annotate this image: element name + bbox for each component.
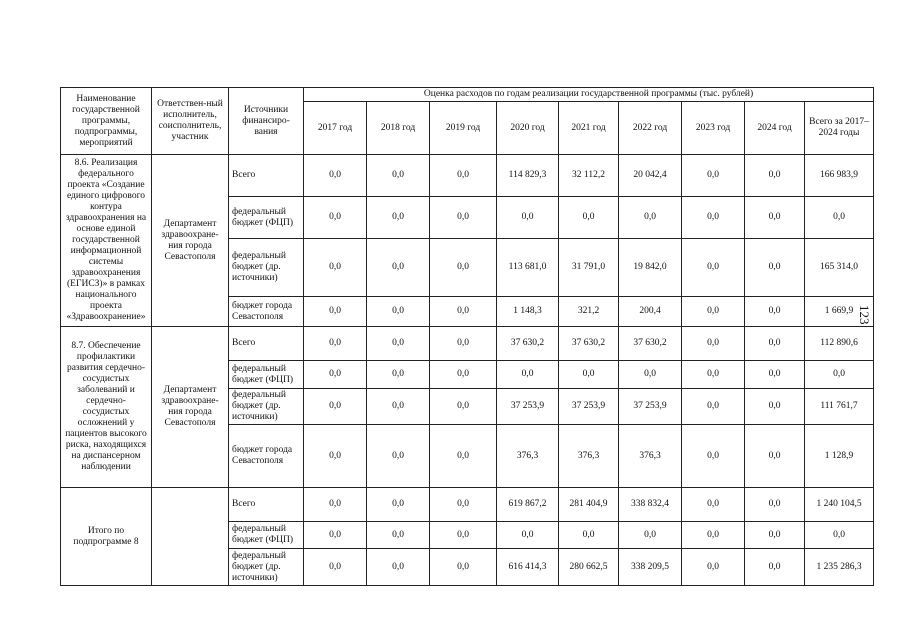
amount-cell: 0,0 (367, 197, 430, 239)
amount-cell: 0,0 (304, 155, 367, 197)
amount-cell: 0,0 (619, 197, 682, 239)
amount-cell: 0,0 (682, 297, 745, 327)
amount-cell: 0,0 (805, 361, 874, 389)
amount-cell: 166 983,9 (805, 155, 874, 197)
header-year: 2020 год (497, 102, 559, 155)
amount-cell: 112 890,6 (805, 327, 874, 361)
funding-source: бюджет города Севастополя (229, 297, 304, 327)
amount-cell: 1 669,9 (805, 297, 874, 327)
measure-name: 8.7. Обеспечение профилактики развития сердечно-сосудистых заболеваний и сердечно-сосудистых осложнений у пациентов высокого риска, находящихся на диспансерном наблюдении (61, 327, 152, 488)
amount-cell: 376,3 (619, 425, 682, 488)
amount-cell: 0,0 (367, 389, 430, 425)
amount-cell: 0,0 (304, 522, 367, 549)
header-year: 2018 год (367, 102, 430, 155)
amount-cell: 1 240 104,5 (805, 488, 874, 522)
amount-cell: 0,0 (430, 239, 497, 297)
amount-cell: 0,0 (367, 488, 430, 522)
amount-cell: 619 867,2 (497, 488, 559, 522)
amount-cell: 376,3 (497, 425, 559, 488)
amount-cell: 32 112,2 (559, 155, 619, 197)
funding-source: Всего (229, 155, 304, 197)
header-executor: Ответствен-ный исполнитель, соисполнитель, участник (152, 88, 229, 155)
amount-cell: 0,0 (682, 327, 745, 361)
header-year: 2024 год (745, 102, 805, 155)
funding-source: федеральный бюджет (ФЦП) (229, 197, 304, 239)
amount-cell: 0,0 (805, 197, 874, 239)
funding-source: федеральный бюджет (ФЦП) (229, 361, 304, 389)
amount-cell: 0,0 (745, 155, 805, 197)
amount-cell: 0,0 (430, 361, 497, 389)
amount-cell: 0,0 (682, 488, 745, 522)
amount-cell: 0,0 (367, 297, 430, 327)
amount-cell: 616 414,3 (497, 549, 559, 586)
amount-cell: 0,0 (745, 197, 805, 239)
funding-source: Всего (229, 488, 304, 522)
funding-source: бюджет города Севастополя (229, 425, 304, 488)
measure-name: 8.6. Реализация федерального проекта «Создание единого цифрового контура здравоохранения на основе единой государственной информационной системы здравоохранения (ЕГИСЗ)» в рамках национального проекта «Здравоохранение» (61, 155, 152, 327)
header-source: Источники финансиро-вания (229, 88, 304, 155)
responsible-executor: Департамент здравоохране-ния города Севастополя (152, 155, 229, 327)
table-row (61, 488, 874, 522)
amount-cell: 114 829,3 (497, 155, 559, 197)
amount-cell: 0,0 (559, 522, 619, 549)
amount-cell: 0,0 (430, 488, 497, 522)
amount-cell: 113 681,0 (497, 239, 559, 297)
amount-cell: 0,0 (682, 425, 745, 488)
funding-source: федеральный бюджет (др. источники) (229, 239, 304, 297)
amount-cell: 37 630,2 (559, 327, 619, 361)
amount-cell: 280 662,5 (559, 549, 619, 586)
amount-cell: 0,0 (367, 522, 430, 549)
table-row (61, 327, 874, 361)
amount-cell: 200,4 (619, 297, 682, 327)
header-year: 2019 год (430, 102, 497, 155)
amount-cell: 0,0 (430, 389, 497, 425)
amount-cell: 338 209,5 (619, 549, 682, 586)
amount-cell: 37 630,2 (619, 327, 682, 361)
amount-cell: 0,0 (367, 549, 430, 586)
amount-cell: 0,0 (745, 549, 805, 586)
amount-cell: 376,3 (559, 425, 619, 488)
header-year: 2023 год (682, 102, 745, 155)
amount-cell: 0,0 (619, 361, 682, 389)
amount-cell: 0,0 (745, 297, 805, 327)
amount-cell: 0,0 (497, 522, 559, 549)
amount-cell: 281 404,9 (559, 488, 619, 522)
amount-cell: 0,0 (682, 155, 745, 197)
amount-cell: 0,0 (430, 297, 497, 327)
amount-cell: 0,0 (304, 239, 367, 297)
header-year: 2022 год (619, 102, 682, 155)
amount-cell: 0,0 (304, 327, 367, 361)
amount-cell: 0,0 (430, 197, 497, 239)
amount-cell: 0,0 (619, 522, 682, 549)
amount-cell: 0,0 (682, 239, 745, 297)
amount-cell: 338 832,4 (619, 488, 682, 522)
amount-cell: 0,0 (430, 155, 497, 197)
amount-cell: 0,0 (745, 389, 805, 425)
amount-cell: 0,0 (367, 361, 430, 389)
funding-source: Всего (229, 327, 304, 361)
budget-table (60, 87, 874, 586)
amount-cell: 31 791,0 (559, 239, 619, 297)
amount-cell: 20 042,4 (619, 155, 682, 197)
amount-cell: 0,0 (805, 522, 874, 549)
amount-cell: 1 148,3 (497, 297, 559, 327)
amount-cell: 165 314,0 (805, 239, 874, 297)
header-name: Наименование государственной программы, подпрограммы, мероприятий (61, 88, 152, 155)
measure-name: Итого по подпрограмме 8 (61, 488, 152, 586)
amount-cell: 37 253,9 (559, 389, 619, 425)
amount-cell: 19 842,0 (619, 239, 682, 297)
header-year: Всего за 2017–2024 годы (805, 102, 874, 155)
amount-cell: 0,0 (367, 327, 430, 361)
amount-cell: 0,0 (497, 361, 559, 389)
amount-cell: 0,0 (497, 197, 559, 239)
amount-cell: 37 630,2 (497, 327, 559, 361)
responsible-executor (152, 488, 229, 586)
amount-cell: 0,0 (430, 327, 497, 361)
amount-cell: 0,0 (745, 522, 805, 549)
amount-cell: 0,0 (367, 239, 430, 297)
header-estimate-title: Оценка расходов по годам реализации государственной программы (тыс. рублей) (304, 88, 874, 102)
amount-cell: 0,0 (304, 389, 367, 425)
table-row (61, 155, 874, 197)
amount-cell: 0,0 (682, 522, 745, 549)
amount-cell: 0,0 (430, 549, 497, 586)
amount-cell: 0,0 (304, 361, 367, 389)
amount-cell: 0,0 (745, 239, 805, 297)
amount-cell: 37 253,9 (619, 389, 682, 425)
amount-cell: 0,0 (304, 549, 367, 586)
amount-cell: 0,0 (430, 522, 497, 549)
header-year: 2021 год (559, 102, 619, 155)
amount-cell: 0,0 (304, 425, 367, 488)
amount-cell: 1 128,9 (805, 425, 874, 488)
amount-cell: 0,0 (304, 488, 367, 522)
amount-cell: 0,0 (559, 361, 619, 389)
header-year: 2017 год (304, 102, 367, 155)
amount-cell: 0,0 (559, 197, 619, 239)
page-number: 123 (857, 305, 872, 325)
amount-cell: 0,0 (682, 389, 745, 425)
amount-cell: 0,0 (682, 361, 745, 389)
amount-cell: 1 235 286,3 (805, 549, 874, 586)
amount-cell: 111 761,7 (805, 389, 874, 425)
funding-source: федеральный бюджет (др. источники) (229, 549, 304, 586)
funding-source: федеральный бюджет (др. источники) (229, 389, 304, 425)
responsible-executor: Департамент здравоохране-ния города Севастополя (152, 327, 229, 488)
amount-cell: 0,0 (745, 361, 805, 389)
amount-cell: 0,0 (745, 425, 805, 488)
amount-cell: 0,0 (745, 488, 805, 522)
amount-cell: 0,0 (745, 327, 805, 361)
amount-cell: 0,0 (367, 155, 430, 197)
funding-source: федеральный бюджет (ФЦП) (229, 522, 304, 549)
amount-cell: 0,0 (304, 197, 367, 239)
amount-cell: 0,0 (682, 549, 745, 586)
amount-cell: 0,0 (367, 425, 430, 488)
amount-cell: 0,0 (430, 425, 497, 488)
amount-cell: 0,0 (304, 297, 367, 327)
amount-cell: 321,2 (559, 297, 619, 327)
amount-cell: 37 253,9 (497, 389, 559, 425)
amount-cell: 0,0 (682, 197, 745, 239)
